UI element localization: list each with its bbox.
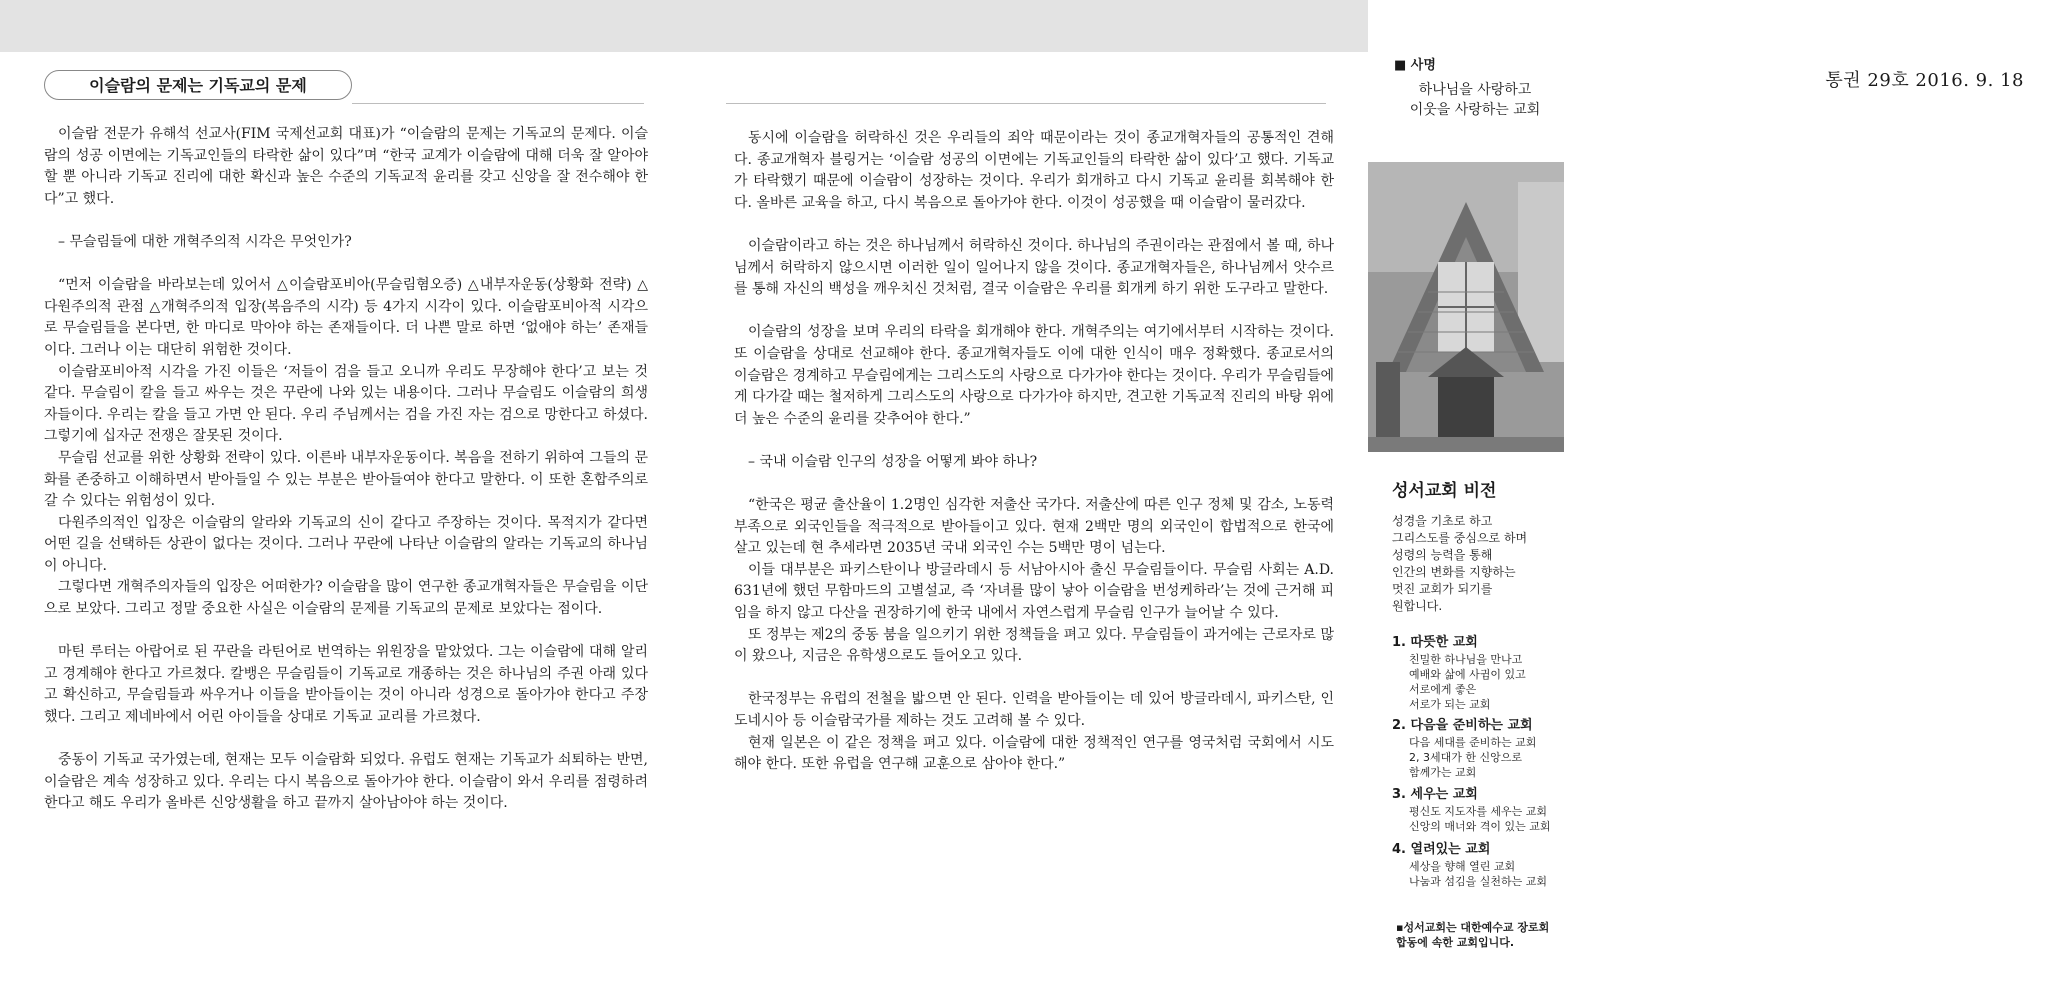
vision-item-line: 평신도 지도자를 세우는 교회 xyxy=(1409,805,1548,818)
vision-item-title: 2. 다음을 준비하는 교회 xyxy=(1392,718,1533,733)
vision-item-title: 4. 열려있는 교회 xyxy=(1392,842,1491,857)
vision-item-line: 서로가 되는 교회 xyxy=(1409,698,1491,711)
motto-line: 이웃을 사랑하는 교회 xyxy=(1409,102,1541,118)
vision-intro-line: 인간의 변화를 지향하는 xyxy=(1392,565,1516,579)
vision-item-line: 다음 세대를 준비하는 교회 xyxy=(1409,736,1537,749)
vision-intro-line: 성령의 능력을 통해 xyxy=(1392,548,1493,562)
article-title: 이슬람의 문제는 기독교의 문제 xyxy=(44,70,352,100)
vision-intro-line: 성경을 기초로 하고 xyxy=(1392,514,1493,528)
vision-item-title: 1. 따뜻한 교회 xyxy=(1392,635,1478,650)
article-paragraph: “한국은 평균 출산율이 1.2명인 심각한 저출산 국가다. 저출산에 따른 인구 정체 및 감소, 노동력 부족으로 외국인들을 적극적으로 받아들이고 있다. 현재 2백만 명의 외국인이 합법적으로 한국에 살고 있는데 현 추세라면 2035년 국내 외국인 수는 5백만 명이 넘는다. xyxy=(734,497,1334,557)
vision-item xyxy=(1392,786,1572,834)
vision-item xyxy=(1392,841,1572,889)
vision-item-line: 신앙의 매너와 격이 있는 교회 xyxy=(1409,820,1551,833)
article-paragraph: 이들 대부분은 파키스탄이나 방글라데시 등 서남아시아 출신 무슬림들이다. 무슬림 사회는 A.D. 631년에 했던 무함마드의 고별설교, 즉 ‘자녀를 많이 낳아 이슬람을 번성케하라’는 것에 근거해 피임을 하지 않고 다산을 권장하기에 한국 내에서 자연스럽게 무슬림 인구가 늘어날 수 있다. xyxy=(734,561,1334,622)
footnote-line: ▪성서교회는 대한예수교 장로회 xyxy=(1396,921,1550,934)
paragraph-spacer xyxy=(44,621,648,643)
title-underline xyxy=(352,103,644,104)
mission-label: ■ 사명 xyxy=(1394,58,1436,73)
vision-item-line: 함께가는 교회 xyxy=(1409,766,1477,779)
article-paragraph: 현재 일본은 이 같은 정책을 펴고 있다. 이슬람에 대한 정책적인 연구를 영국처럼 국회에서 시도해야 한다. 또한 유럽을 연구해 교훈으로 삼아야 한다.” xyxy=(734,734,1334,773)
article-paragraph: 무슬림 선교를 위한 상황화 전략이 있다. 이른바 내부자운동이다. 복음을 전하기 위하여 그들의 문화를 존중하고 이해하면서 받아들일 수 있는 부분은 받아들여야 한다고 말한다. 이 또한 혼합주의로 갈 수 있다는 위험성이 있다. xyxy=(44,449,648,510)
vision-item-line: 서로에게 좋은 xyxy=(1409,683,1477,696)
vision-item-line: 예배와 삶에 사귐이 있고 xyxy=(1409,668,1526,681)
issue-number-date: 통권 29호 2016. 9. 18 xyxy=(1825,70,2024,91)
article-column-left xyxy=(44,124,648,815)
vision-item xyxy=(1392,634,1572,712)
paragraph-spacer xyxy=(734,430,1334,452)
article-paragraph: 한국정부는 유럽의 전철을 밟으면 안 된다. 인력을 받아들이는 데 있어 방글라데시, 파키스탄, 인도네시아 등 이슬람국가를 제하는 것도 고려해 볼 수 있다. xyxy=(734,691,1334,730)
right-column-rule xyxy=(726,103,1326,104)
paragraph-spacer xyxy=(44,729,648,751)
article-paragraph: 동시에 이슬람을 허락하신 것은 우리들의 죄악 때문이라는 것이 종교개혁자들의 공통적인 견해다. 종교개혁자 블링거는 ‘이슬람 성공의 이면에는 기독교인들의 타락한 삶이 있다’고 했다. 기독교가 타락했기 때문에 이슬람이 성장하는 것이다. 우리가 회개하고 다시 기독교 윤리를 회복해야 한다. 올바른 교육을 하고, 다시 복음으로 돌아가야 한다. 이것이 성공했을 때 이슬람이 물러갔다. xyxy=(734,130,1334,211)
vision-item-line: 친밀한 하나님을 만나고 xyxy=(1409,653,1523,666)
footnote-line: 합동에 속한 교회입니다. xyxy=(1396,936,1515,949)
church-motto xyxy=(1400,80,1550,120)
vision-item-line: 2, 3세대가 한 신앙으로 xyxy=(1409,751,1522,764)
article-paragraph: 이슬람 전문가 유해석 선교사(FIM 국제선교회 대표)가 “이슬람의 문제는 기독교의 문제다. 이슬람의 성공 이면에는 기독교인들의 타락한 삶이 있다”며 “한국 교계가 이슬람에 대해 더욱 잘 알아야 할 뿐 아니라 기독교 진리에 대한 확신과 높은 수준의 기독교적 윤리를 갖고 신앙을 잘 전수해야 한다”고 했다. xyxy=(44,126,648,207)
article-paragraph: 이슬람포비아적 시각을 가진 이들은 ‘저들이 검을 들고 오니까 우리도 무장해야 한다’고 보는 것 같다. 무슬림이 칼을 들고 싸우는 것은 꾸란에 나와 있는 내용이다. 그러나 무슬림도 이슬람의 희생자들이다. 우리는 칼을 들고 가면 안 된다. 우리 주님께서는 검을 가진 자는 검으로 망한다고 하셨다. 그렇기에 십자군 전쟁은 잘못된 것이다. xyxy=(44,363,648,445)
article-paragraph: 이슬람의 성장을 보며 우리의 타락을 회개해야 한다. 개혁주의는 여기에서부터 시작하는 것이다. 또 이슬람을 상대로 선교해야 한다. 종교개혁자들도 이에 대한 인식이 매우 정확했다. 종교로서의 이슬람은 경계하고 무슬림에게는 그리스도의 사랑으로 다가가야 한다는 것이다. 우리가 무슬림들에게 다가갈 때는 철저하게 그리스도의 사랑으로 다가가야 하지만, 견고한 기독교적 진리의 바탕 위에 더 높은 수준의 윤리를 갖추어야 한다.” xyxy=(734,324,1334,427)
article-paragraph: 이슬람이라고 하는 것은 하나님께서 허락하신 것이다. 하나님의 주권이라는 관점에서 볼 때, 하나님께서 허락하지 않으시면 이러한 일이 일어나지 않을 것이다. 종교개혁자들은, 하나님께서 앗수르를 통해 자신의 백성을 깨우치신 것처럼, 결국 이슬람은 우리를 회개케 하기 위한 도구라고 말한다. xyxy=(734,237,1334,298)
vision-item-title: 3. 세우는 교회 xyxy=(1392,787,1478,802)
article-paragraph: 중동이 기독교 국가였는데, 현재는 모두 이슬람화 되었다. 유럽도 현재는 기독교가 쇠퇴하는 반면, 이슬람은 계속 성장하고 있다. 우리는 다시 복음으로 돌아가야 한다. 이슬람이 와서 우리를 점령하려 한다고 해도 우리가 올바른 신앙생활을 하고 끝까지 살아남아야 하는 것이다. xyxy=(44,752,648,812)
paragraph-spacer xyxy=(734,301,1334,323)
article-paragraph: 또 정부는 제2의 중동 붐을 일으키기 위한 정책들을 펴고 있다. 무슬림들이 과거에는 근로자로 많이 왔으나, 지금은 유학생으로도 들어오고 있다. xyxy=(734,626,1334,665)
vision-intro xyxy=(1392,513,1562,615)
article-column-right xyxy=(734,128,1334,776)
top-gray-band xyxy=(0,0,1368,52)
vision-intro-line: 그리스도를 중심으로 하며 xyxy=(1392,531,1528,545)
denomination-note xyxy=(1396,920,1556,950)
paragraph-spacer xyxy=(44,254,648,276)
vision-title: 성서교회 비전 xyxy=(1392,481,1497,501)
vision-item-line: 나눔과 섬김을 실천하는 교회 xyxy=(1409,875,1548,888)
article-paragraph: 그렇다면 개혁주의자들의 입장은 어떠한가? 이슬람을 많이 연구한 종교개혁자들은 무슬림을 이단으로 보았다. 그리고 정말 중요한 사실은 이슬람의 문제를 기독교의 문제로 보았다는 점이다. xyxy=(44,579,648,618)
vision-item xyxy=(1392,717,1572,780)
church-building-photo xyxy=(1368,162,1564,452)
article-paragraph: 다원주의적인 입장은 이슬람의 알라와 기독교의 신이 같다고 주장하는 것이다. 목적지가 같다면 어떤 길을 선택하든 상관이 없다는 것이다. 그러나 꾸란에 나타난 이슬람의 알라는 기독교의 하나님이 아니다. xyxy=(44,514,648,574)
paragraph-spacer xyxy=(734,668,1334,690)
article-paragraph: “먼저 이슬람을 바라보는데 있어서 △이슬람포비아(무슬림혐오증) △내부자운동(상황화 전략) △다원주의적 관점 △개혁주의적 입장(복음주의 시각) 등 4가지 시각이 있다. 이슬람포비아적 시각으로 무슬림들을 본다면, 한 마디로 막아야 하는 존재들이다. 더 나쁜 말로 하면 ‘없애야 하는’ 존재들이다. 그러나 이는 대단히 위험한 것이다. xyxy=(44,277,648,358)
vision-item-line: 세상을 향해 열린 교회 xyxy=(1409,860,1516,873)
paragraph-spacer xyxy=(734,474,1334,496)
article-paragraph: – 무슬림들에 대한 개혁주의적 시각은 무엇인가? xyxy=(58,233,352,250)
vision-intro-line: 멋진 교회가 되기를 xyxy=(1392,582,1493,596)
article-paragraph: – 국내 이슬람 인구의 성장을 어떻게 봐야 하나? xyxy=(748,453,1038,470)
vision-intro-line: 원합니다. xyxy=(1392,599,1443,613)
paragraph-spacer xyxy=(44,210,648,232)
paragraph-spacer xyxy=(734,214,1334,236)
article-paragraph: 마틴 루터는 아랍어로 된 꾸란을 라틴어로 번역하는 위원장을 맡았었다. 그는 이슬람에 대해 알리고 경계해야 한다고 가르쳤다. 칼뱅은 무슬림들이 기독교로 개종하는 것은 하나님의 주권 아래 있다고 확신하고, 무슬림들과 싸우거나 이들을 받아들이는 것이 아니라 성경으로 돌아가야 한다고 주장했다. 그리고 제네바에서 어린 아이들을 상대로 기독교 교리를 가르쳤다. xyxy=(44,644,648,726)
motto-line: 하나님을 사랑하고 xyxy=(1418,82,1532,98)
